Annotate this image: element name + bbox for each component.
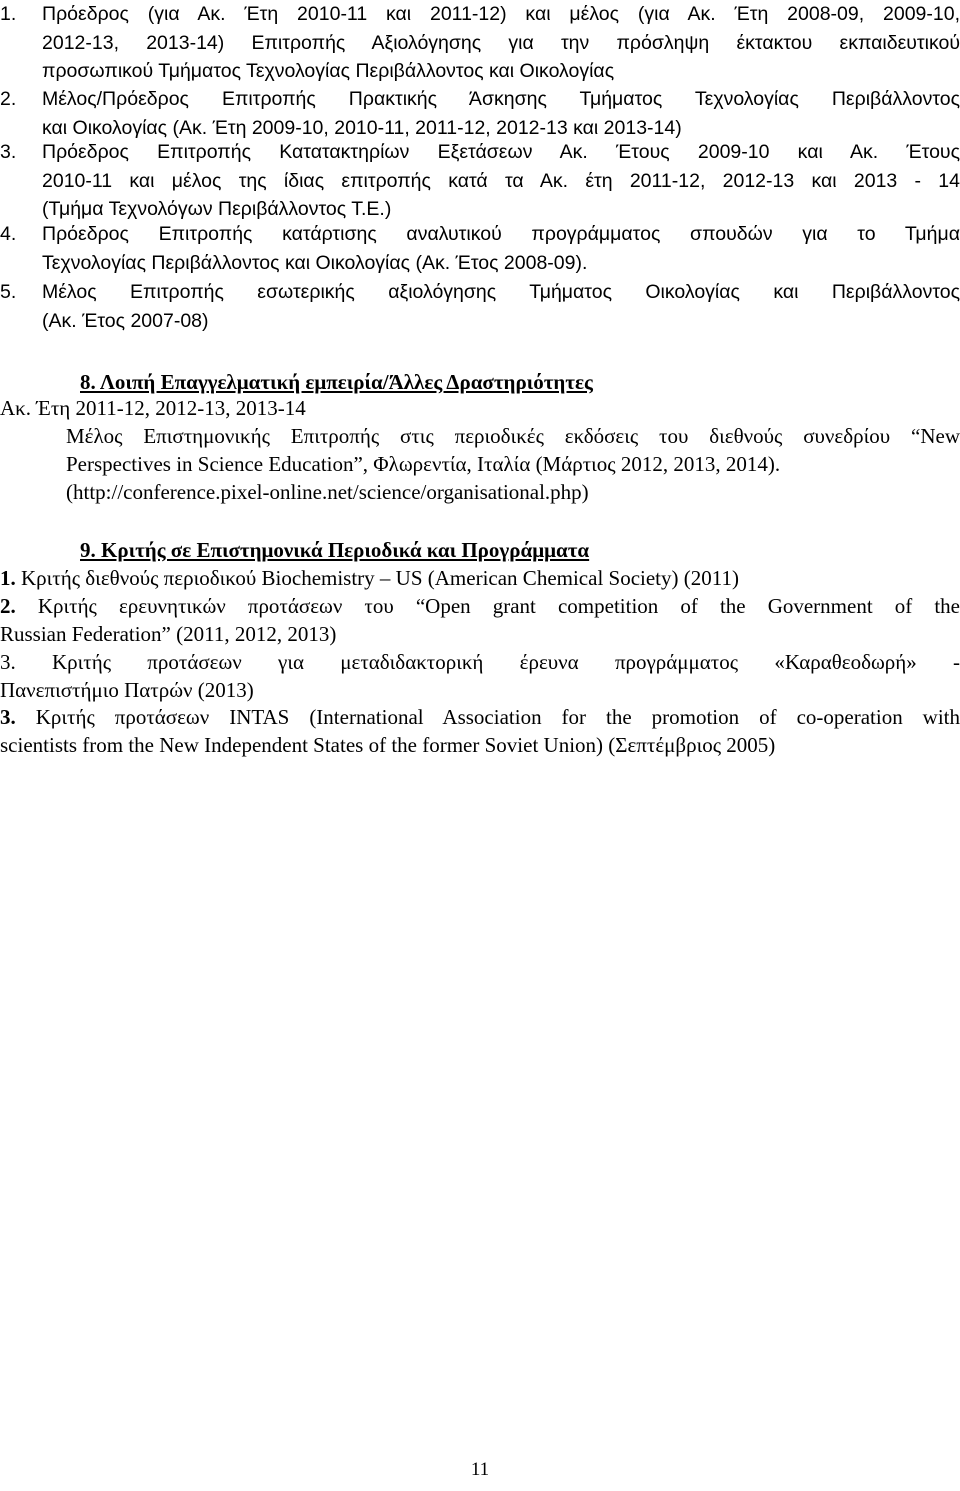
page-number: 11 [470,1459,490,1480]
text-line: Κριτής ερευνητικών προτάσεων του “Open grant competition of the Government of the [37,594,960,618]
list-number: 3. [0,650,16,674]
list-item [0,278,960,335]
text-line: 2010-11 και μέλος της ίδιας επιτροπής κατά τα Ακ. έτη 2011-12, 2012-13 και 2013 - 14 [42,169,960,192]
text-line: Μέλος Επιστημονικής Επιτροπής στις περιοδικές εκδόσεις του διεθνούς συνεδρίου “New [66,424,960,448]
text-line: Κριτής προτάσεων για μεταδιδακτορική έρευνα προγράμματος «Καραθεοδωρή» - [52,650,960,674]
text-line: (http://conference.pixel-online.net/science/organisational.php) [66,480,589,504]
text-line: Μέλος Επιτροπής εσωτερικής αξιολόγησης Τμήματος Οικολογίας και Περιβάλλοντος [42,281,960,303]
text-line: Πανεπιστήμιο Πατρών (2013) [0,678,254,702]
list-number: 1. [0,3,17,25]
text-line: Ακ. Έτη 2011-12, 2012-13, 2013-14 [0,396,306,420]
text-line: Πρόεδρος Επιτροπής Κατατακτηρίων Εξετάσεων Ακ. Έτους 2009-10 και Ακ. Έτους [42,141,960,163]
years-line [0,394,960,422]
text-line: scientists from the New Independent States of the former Soviet Union) (Σεπτέμβριος 2005) [0,733,776,757]
text-line: (Ακ. Έτος 2007-08) [42,309,209,332]
text-line: Πρόεδρος (για Ακ. Έτη 2010-11 και 2011-12) και μέλος (για Ακ. Έτη 2008-09, 2009-10, [42,3,960,25]
text-line: Perspectives in Science Education”, Φλωρεντία, Ιταλία (Μάρτιος 2012, 2013, 2014). [66,452,781,476]
list-item [0,0,960,86]
text-line: 2012-13, 2013-14) Επιτροπής Αξιολόγησης για την πρόσληψη έκτακτου εκπαιδευτικού [42,31,960,54]
text-line: Κριτής διεθνούς περιοδικού Biochemistry – US (American Chemical Society) (2011) [21,566,739,590]
list-item [0,85,960,142]
text-line: Κριτής προτάσεων INTAS (International Association for the promotion of co-operation with [35,705,960,729]
list-number: 2. [0,88,17,110]
text-line: Τεχνολογίας Περιβάλλοντος και Οικολογίας (Ακ. Έτος 2008-09). [42,251,588,274]
list-item [0,138,960,224]
list-number: 3. [0,705,16,729]
list-item [0,220,960,277]
list-number: 2. [0,594,16,618]
list-number: 5. [0,281,17,303]
list-number: 1. [0,566,16,590]
text-line: Πρόεδρος Επιτροπής κατάρτισης αναλυτικού προγράμματος σπουδών για το Τμήμα [42,223,960,245]
list-item [0,703,960,759]
text-line: και Οικολογίας (Ακ. Έτη 2009-10, 2010-11, 2011-12, 2012-13 και 2013-14) [42,116,682,139]
section-heading: 9. Κριτής σε Επιστημονικά Περιοδικά και Προγράμματα [80,538,590,562]
text-line: προσωπικού Τμήματος Τεχνολογίας Περιβάλλοντος και Οικολογίας [42,60,615,82]
list-number: 3. [0,141,17,163]
list-number: 4. [0,223,17,245]
list-item [0,564,960,592]
list-item [0,592,960,648]
section8-paragraph [66,422,960,506]
text-line: Μέλος/Πρόεδρος Επιτροπής Πρακτικής Άσκησης Τμήματος Τεχνολογίας Περιβάλλοντος [42,88,960,110]
text-line: (Τμήμα Τεχνολόγων Περιβάλλοντος Τ.Ε.) [42,198,392,220]
section-heading: 8. Λοιπή Επαγγελματική εμπειρία/Άλλες Δραστηριότητες [80,370,593,394]
list-item [0,648,960,704]
text-line: Russian Federation” (2011, 2012, 2013) [0,622,337,646]
